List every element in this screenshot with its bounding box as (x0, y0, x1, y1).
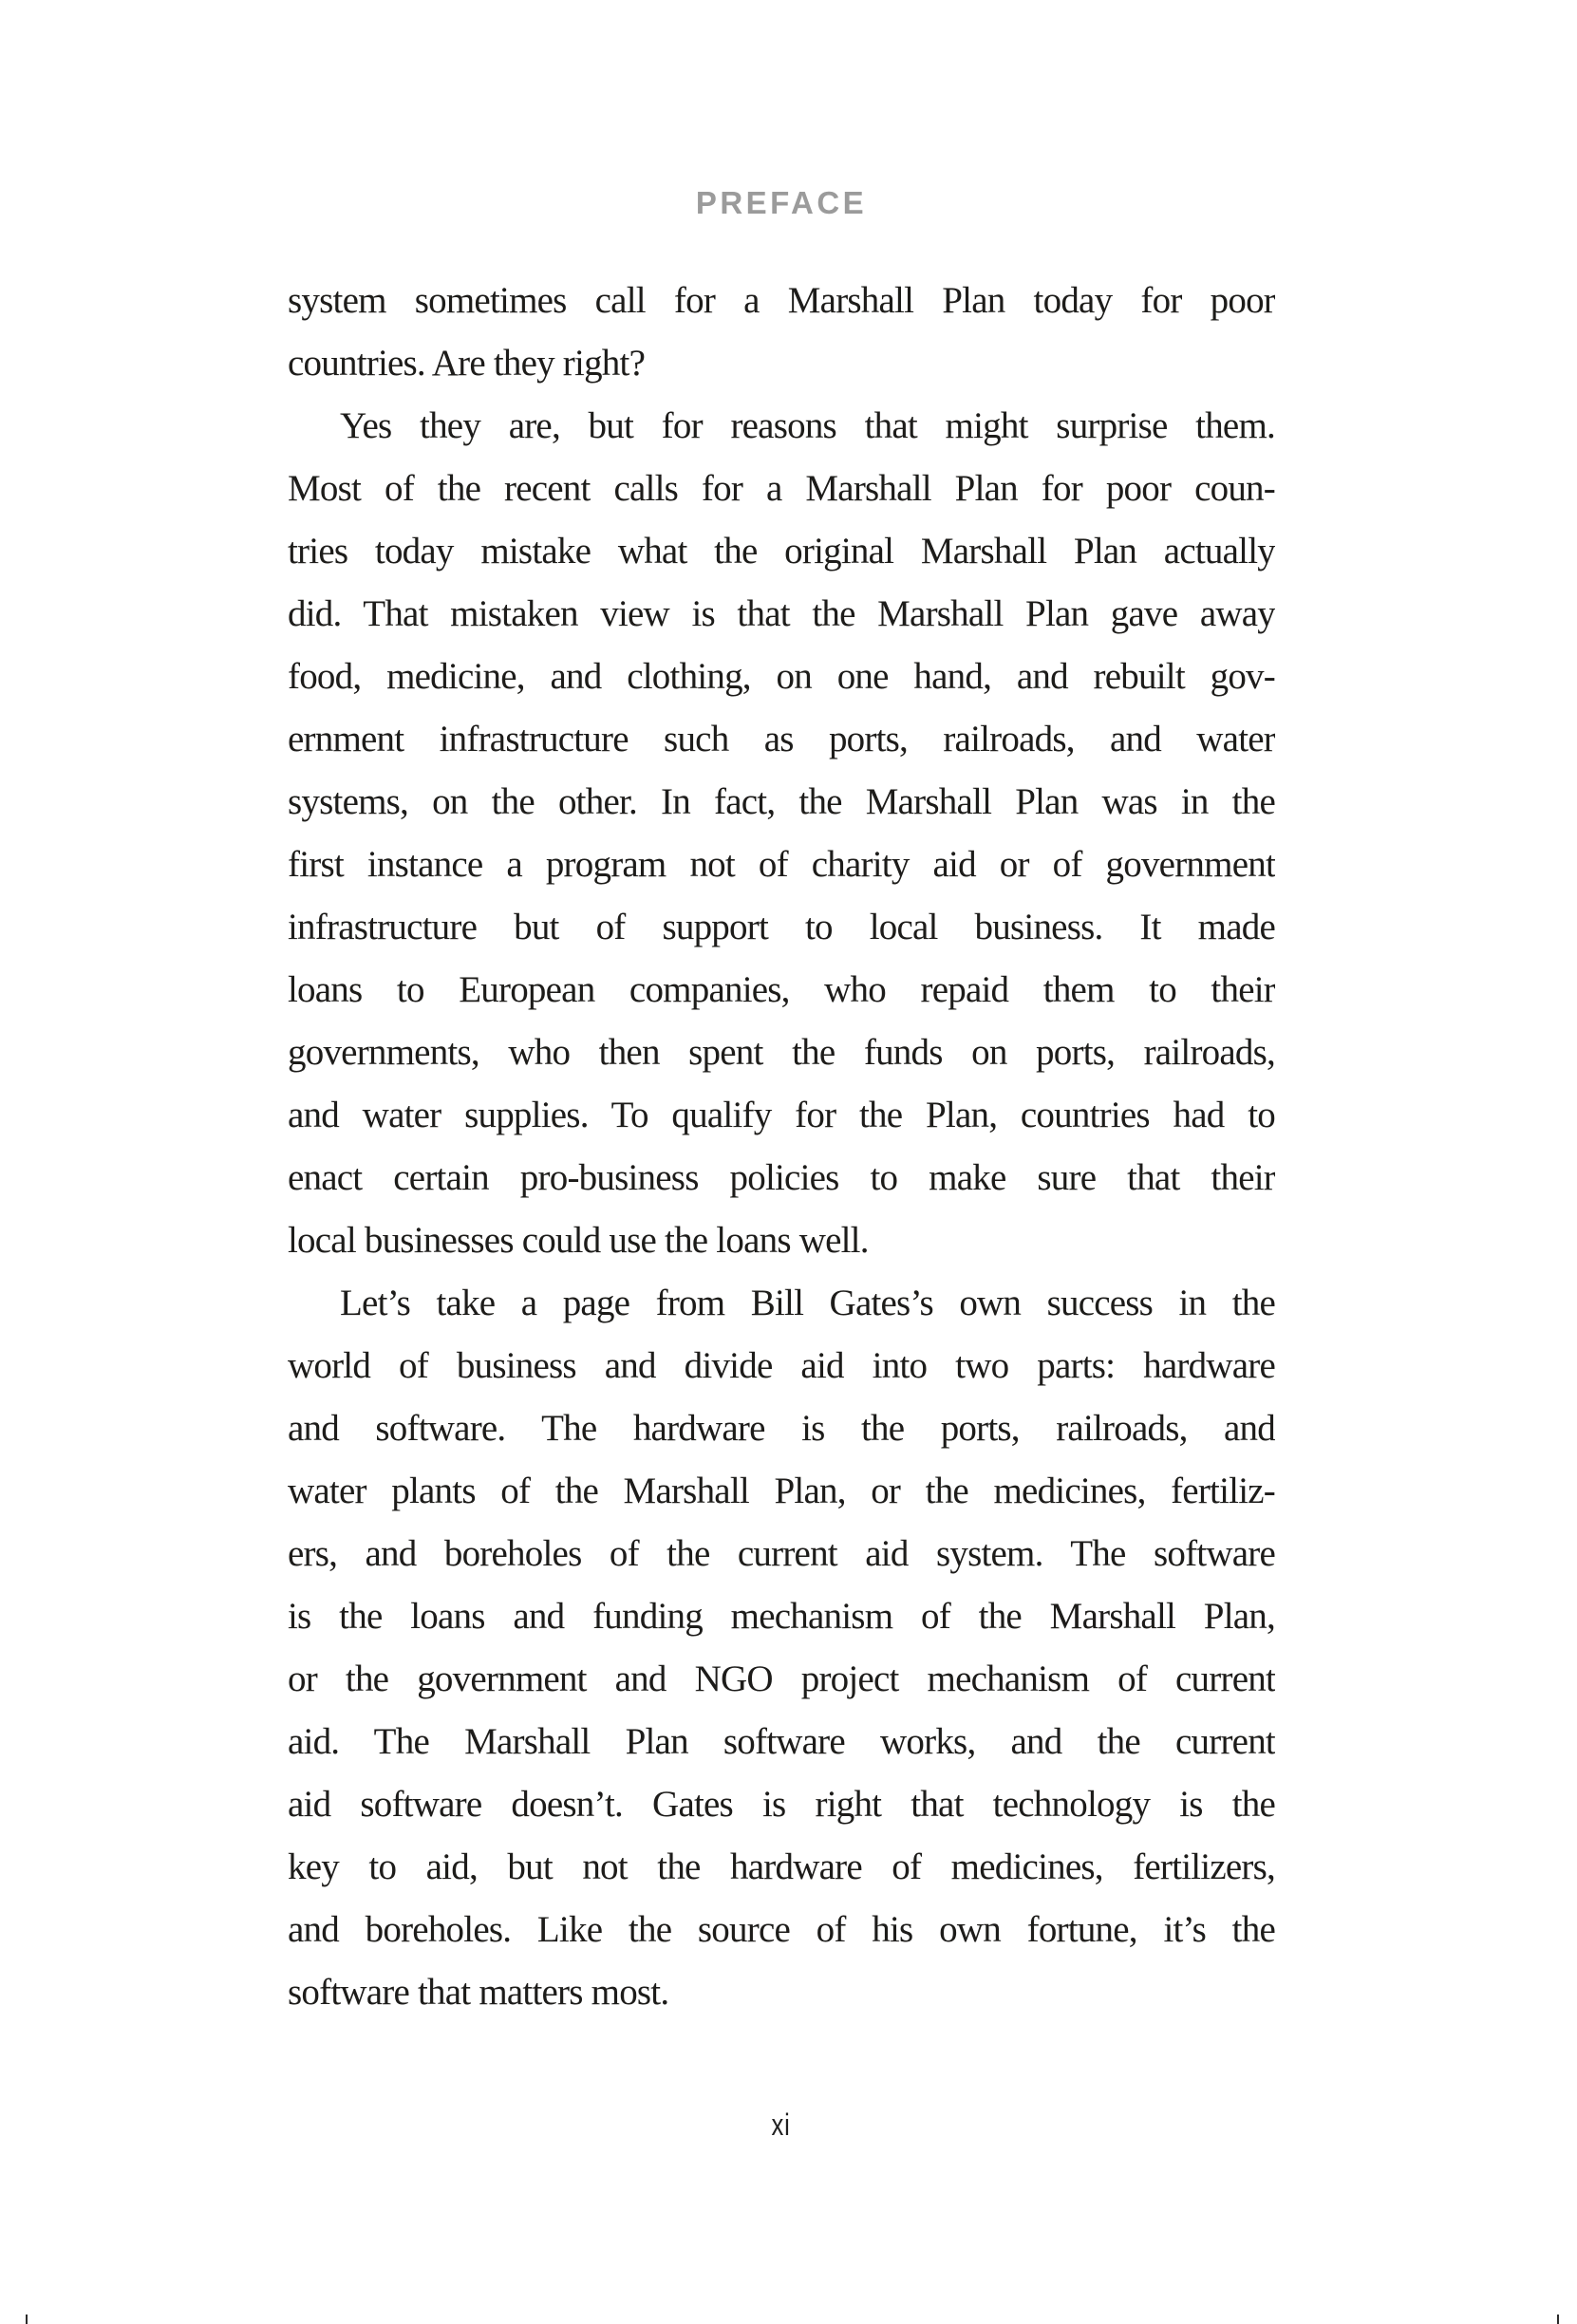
text-line: enact certain pro-business policies to make sure that their (288, 1157, 1275, 1198)
text-line: Yes they are, but for reasons that might surprise them. (340, 405, 1275, 446)
text-line: and boreholes. Like the source of his own fortune, it’s the (288, 1909, 1275, 1950)
text-line: ers, and boreholes of the current aid system. The software (288, 1533, 1275, 1574)
text-line: loans to European companies, who repaid them to their (288, 969, 1275, 1010)
text-line: and water supplies. To qualify for the Plan, countries had to (288, 1095, 1275, 1135)
text-line: aid software doesn’t. Gates is right that technology is the (288, 1784, 1275, 1825)
text-line: and software. The hardware is the ports, railroads, and (288, 1408, 1275, 1449)
page-edge-mark-left (26, 2315, 28, 2324)
text-line: Most of the recent calls for a Marshall Plan for poor coun- (288, 468, 1275, 509)
text-line: did. That mistaken view is that the Marshall Plan gave away (288, 593, 1275, 634)
text-line: Let’s take a page from Bill Gates’s own success in the (340, 1283, 1275, 1323)
text-line: key to aid, but not the hardware of medicines, fertilizers, (288, 1846, 1275, 1887)
chapter-header: PREFACE (695, 185, 868, 220)
text-block (288, 270, 1275, 2024)
text-line: software that matters most. (288, 1972, 669, 2013)
text-line: aid. The Marshall Plan software works, and the current (288, 1721, 1275, 1762)
text-line: food, medicine, and clothing, on one hand, and rebuilt gov- (288, 656, 1275, 697)
page-number (288, 2108, 1275, 2142)
text-line: system sometimes call for a Marshall Plan today for poor (288, 280, 1275, 321)
text-line: world of business and divide aid into two parts: hardware (288, 1345, 1275, 1386)
text-line: infrastructure but of support to local business. It made (288, 907, 1275, 947)
text-line: or the government and NGO project mechanism of current (288, 1659, 1275, 1699)
text-line: local businesses could use the loans well. (288, 1220, 869, 1261)
text-line: tries today mistake what the original Marshall Plan actually (288, 531, 1275, 572)
text-line: systems, on the other. In fact, the Marshall Plan was in the (288, 781, 1275, 822)
text-line: ernment infrastructure such as ports, railroads, and water (288, 719, 1275, 759)
text-line: first instance a program not of charity aid or of government (288, 844, 1275, 885)
page-edge-mark-right (1557, 2315, 1559, 2324)
text-line: governments, who then spent the funds on ports, railroads, (288, 1032, 1275, 1073)
text-line: water plants of the Marshall Plan, or the medicines, fertiliz- (288, 1471, 1275, 1511)
text-line: countries. Are they right? (288, 343, 646, 384)
text-line: is the loans and funding mechanism of the Marshall Plan, (288, 1596, 1275, 1637)
page-number-label: xi (771, 2108, 792, 2142)
